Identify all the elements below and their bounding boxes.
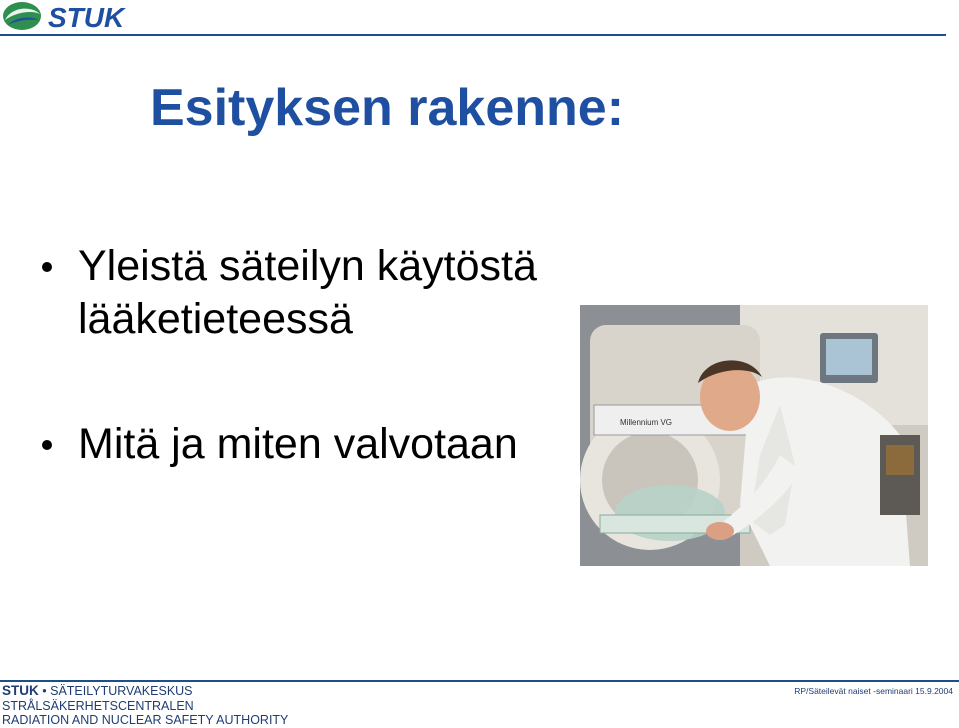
bullet-item	[38, 240, 598, 346]
stuk-logo-graphic	[2, 0, 132, 34]
header-rule	[0, 34, 946, 36]
slide-title: Esityksen rakenne:	[150, 79, 625, 137]
footer-separator: •	[42, 684, 47, 698]
logo-text: STUK	[48, 2, 125, 33]
bullet-dot-icon	[42, 440, 52, 450]
footer-line-fi: SÄTEILYTURVAKESKUS	[50, 684, 193, 698]
bullet-text-line: Mitä ja miten valvotaan	[78, 420, 518, 468]
bullet-text-line: Yleistä säteilyn käytöstä	[78, 242, 537, 290]
bullet-list	[38, 240, 598, 471]
bullet-dot-icon	[42, 262, 52, 272]
footer-line-en: RADIATION AND NUCLEAR SAFETY AUTHORITY	[2, 713, 289, 727]
footer-organization	[2, 684, 288, 728]
photo-technician-with-scanner	[580, 305, 928, 566]
footer-rule	[0, 680, 959, 682]
bullet-text-line: lääketieteessä	[78, 295, 353, 343]
footer-line-sv: STRÅLSÄKERHETSCENTRALEN	[2, 698, 194, 713]
stuk-logo	[2, 0, 132, 34]
bullet-item	[38, 418, 598, 471]
footer-event-info: RP/Säteilevät naiset -seminaari 15.9.2004	[794, 686, 953, 696]
photo-illustration	[580, 305, 928, 566]
footer-brand: STUK	[2, 683, 39, 698]
device-label: Millennium VG	[620, 418, 673, 427]
